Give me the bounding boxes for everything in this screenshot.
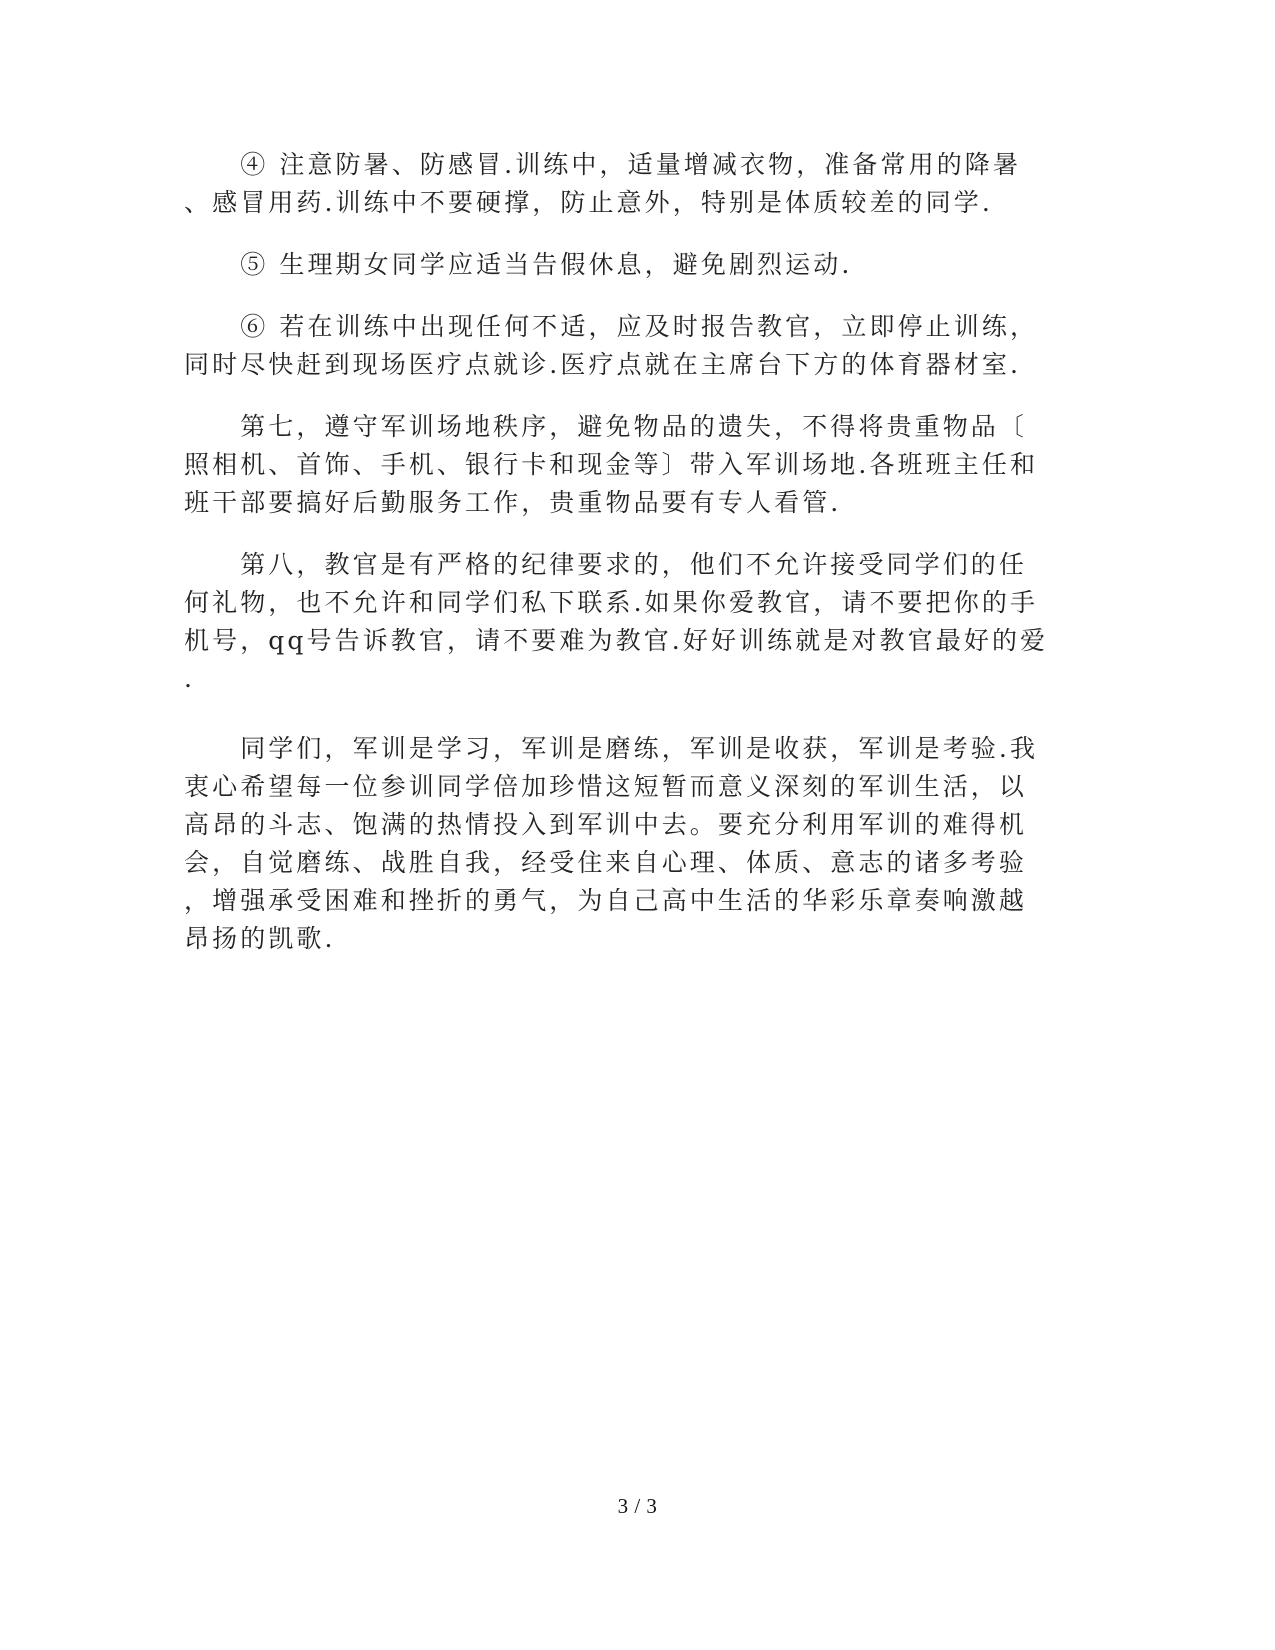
text-line: 第七，遵守军训场地秩序，避免物品的遗失，不得将贵重物品〔 xyxy=(184,412,1028,441)
text-line: ④ 注意防暑、防感冒.训练中，适量增减衣物，准备常用的降暑 xyxy=(184,150,1021,179)
text-line: 高昂的斗志、饱满的热情投入到军训中去。要充分利用军训的难得机 xyxy=(184,810,1028,839)
text-line: 何礼物，也不允许和同学们私下联系.如果你爱教官，请不要把你的手 xyxy=(184,588,1039,617)
page-number: 3 / 3 xyxy=(617,1494,658,1518)
text-line: . xyxy=(184,664,196,693)
text-line: ，增强承受困难和挫折的勇气，为自己高中生活的华彩乐章奏响激越 xyxy=(184,886,1028,915)
text-line: 第八，教官是有严格的纪律要求的，他们不允许接受同学们的任 xyxy=(184,550,1028,579)
text-line: 机号，qq号告诉教官，请不要难为教官.好好训练就是对教官最好的爱 xyxy=(184,626,1049,655)
paragraph-item-6 xyxy=(184,308,1044,384)
text-line: 同时尽快赶到现场医疗点就诊.医疗点就在主席台下方的体育器材室. xyxy=(184,350,1021,379)
paragraph-item-5 xyxy=(184,246,1044,284)
text-line: 会，自觉磨练、战胜自我，经受住来自心理、体质、意志的诸多考验 xyxy=(184,848,1028,877)
text-line: 同学们，军训是学习，军训是磨练，军训是收获，军训是考验.我 xyxy=(184,734,1039,763)
paragraph-closing xyxy=(184,730,1044,958)
text-line: 昂扬的凯歌. xyxy=(184,924,336,953)
text-line: ⑤ 生理期女同学应适当告假休息，避免剧烈运动. xyxy=(184,250,853,279)
paragraph-eighth xyxy=(184,546,1049,698)
text-line: 照相机、首饰、手机、银行卡和现金等〕带入军训场地.各班班主任和 xyxy=(184,450,1039,479)
text-line: 班干部要搞好后勤服务工作，贵重物品要有专人看管. xyxy=(184,488,842,517)
text-line: 、感冒用药.训练中不要硬撑，防止意外，特别是体质较差的同学. xyxy=(184,188,993,217)
paragraph-item-4 xyxy=(184,146,1044,222)
text-line: 衷心希望每一位参训同学倍加珍惜这短暂而意义深刻的军训生活，以 xyxy=(184,772,1028,801)
paragraph-seventh xyxy=(184,408,1044,522)
document-body xyxy=(184,146,1049,958)
text-line: ⑥ 若在训练中出现任何不适，应及时报告教官，立即停止训练， xyxy=(184,312,1039,341)
